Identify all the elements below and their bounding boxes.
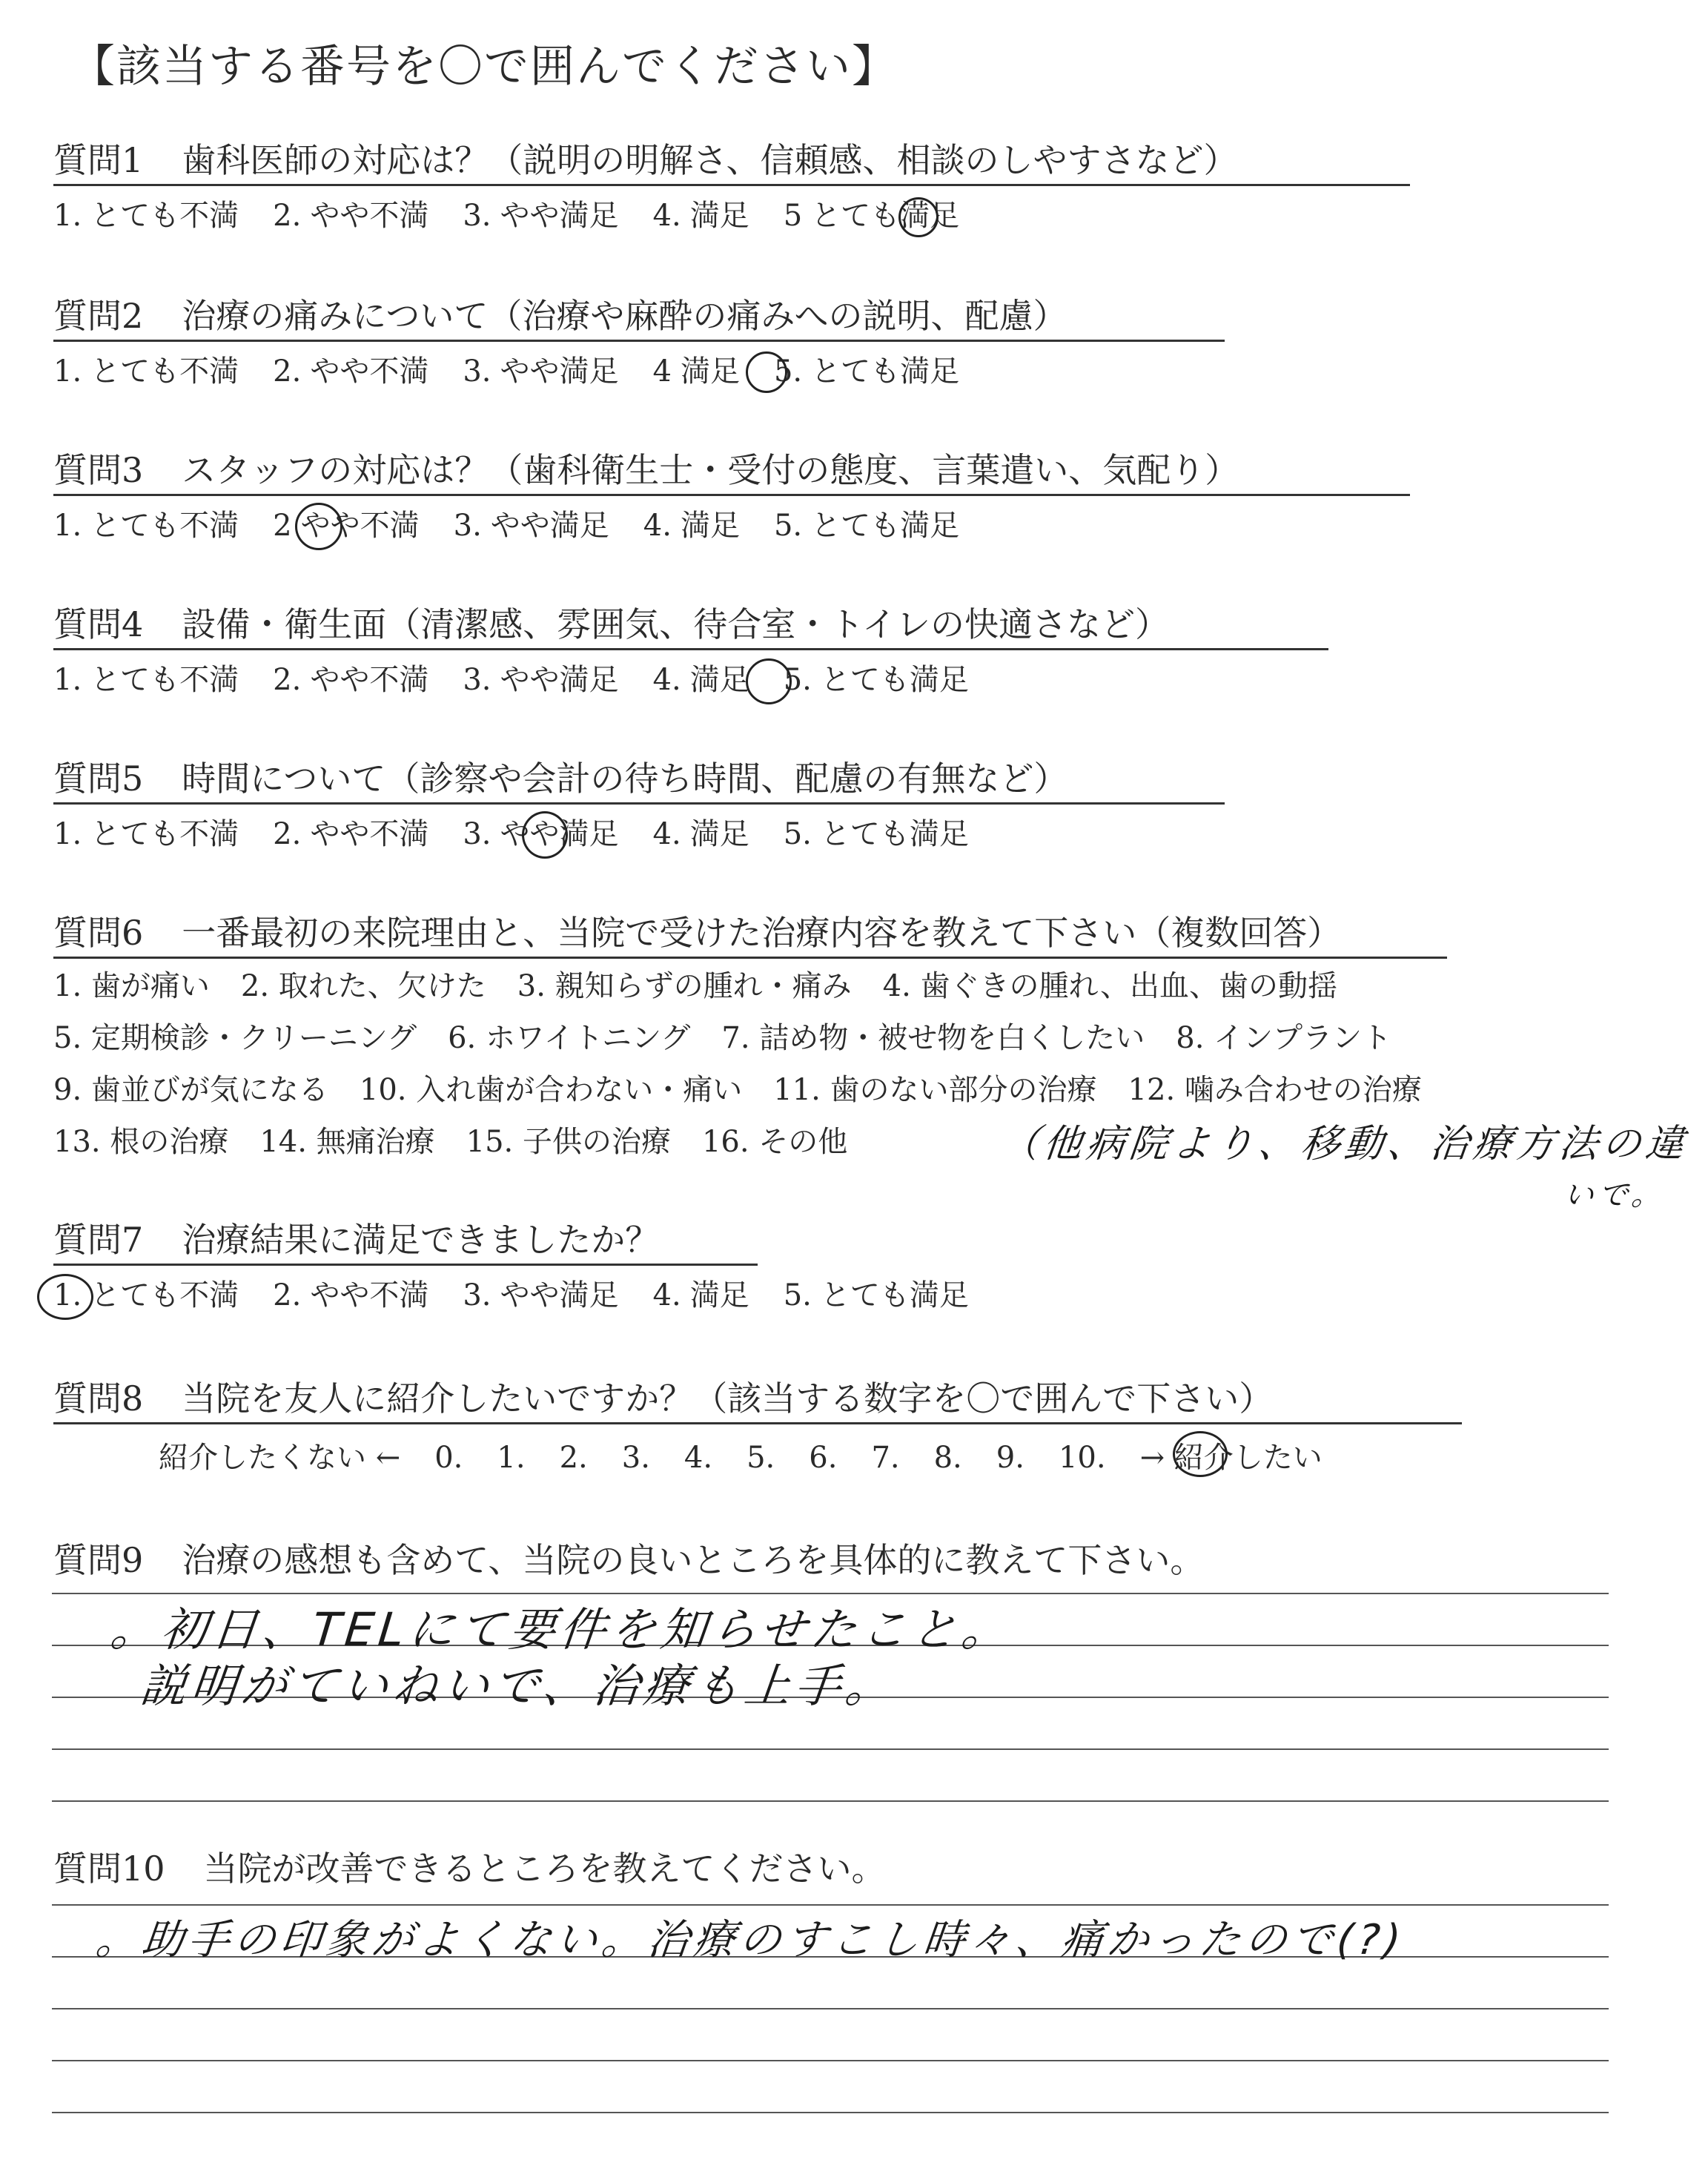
scale-left-label: 紹介したくない ← bbox=[159, 1441, 401, 1475]
scale-value[interactable]: 5. bbox=[747, 1441, 775, 1475]
reason-option[interactable]: 14. 無痛治療 bbox=[259, 1125, 435, 1159]
scale-value[interactable]: 3. bbox=[621, 1441, 650, 1475]
answer-options-q2 bbox=[53, 353, 993, 390]
reason-option[interactable]: 12. 噛み合わせの治療 bbox=[1128, 1073, 1422, 1107]
question-5 bbox=[53, 758, 1068, 799]
selection-circle-icon bbox=[295, 503, 342, 550]
selection-circle-icon bbox=[522, 811, 568, 859]
selection-circle-icon bbox=[1173, 1431, 1228, 1477]
option-5[interactable]: 5. とても満足 bbox=[783, 1278, 969, 1312]
question-text: スタッフの対応は？（歯科衛生士・受付の態度、言葉遣い、気配り） bbox=[182, 450, 1239, 490]
selection-circle-icon bbox=[746, 658, 792, 704]
question-10 bbox=[53, 1848, 886, 1889]
option-1[interactable]: 1. とても不満 bbox=[53, 817, 239, 851]
question-number: 質問3 bbox=[53, 450, 144, 490]
option-5[interactable]: 5. とても満足 bbox=[773, 509, 960, 543]
option-1[interactable]: 1. とても不満 bbox=[53, 663, 239, 697]
scale-value[interactable]: 2. bbox=[559, 1441, 588, 1475]
scale-value[interactable]: 0. bbox=[434, 1441, 463, 1475]
question-text: 当院が改善できるところを教えてください。 bbox=[203, 1849, 886, 1889]
question-8 bbox=[53, 1378, 1273, 1419]
divider bbox=[53, 802, 1225, 805]
question-text: 治療の感想も含めて、当院の良いところを具体的に教えて下さい。 bbox=[182, 1540, 1205, 1580]
reason-option[interactable]: 16. その他 bbox=[701, 1125, 848, 1159]
selection-circle-icon bbox=[898, 197, 939, 237]
option-2[interactable]: 2. やや不満 bbox=[273, 663, 429, 697]
question-text: 設備・衛生面（清潔感、雰囲気、待合室・トイレの快適さなど） bbox=[182, 604, 1169, 644]
option-3[interactable]: 3. やや満足 bbox=[463, 354, 619, 389]
answer-line bbox=[52, 2008, 1609, 2009]
selection-circle-icon bbox=[746, 351, 787, 393]
reason-option[interactable]: 2. 取れた、欠けた bbox=[240, 969, 486, 1003]
reason-option[interactable]: 7. 詰め物・被せ物を白くしたい bbox=[721, 1021, 1145, 1055]
scale-value[interactable]: 9. bbox=[996, 1441, 1025, 1475]
selection-circle-icon bbox=[37, 1274, 93, 1320]
reason-option[interactable]: 1. 歯が痛い bbox=[53, 969, 210, 1003]
answer-options-q3 bbox=[53, 507, 993, 544]
option-3[interactable]: 3. やや満足 bbox=[463, 663, 619, 697]
divider bbox=[53, 957, 1447, 959]
question-number: 質問7 bbox=[53, 1220, 144, 1260]
option-4[interactable]: 4. 満足 bbox=[643, 509, 740, 543]
reason-option[interactable]: 13. 根の治療 bbox=[53, 1125, 229, 1159]
divider bbox=[53, 494, 1410, 496]
option-2-selected[interactable]: 2 やや不満 bbox=[273, 509, 420, 543]
option-2[interactable]: 2. やや不満 bbox=[273, 817, 429, 851]
reason-option[interactable]: 6. ホワイトニング bbox=[448, 1021, 691, 1055]
reason-row-3 bbox=[53, 1071, 1453, 1109]
option-3-selected[interactable]: 3. やや満足 bbox=[463, 817, 619, 851]
scale-value[interactable]: 1. bbox=[497, 1441, 526, 1475]
option-4[interactable]: 4. 満足 bbox=[652, 1278, 749, 1312]
answer-options-q1 bbox=[53, 197, 993, 234]
answer-line bbox=[52, 1800, 1609, 1802]
question-3 bbox=[53, 449, 1239, 491]
option-4[interactable]: 4. 満足 bbox=[652, 199, 749, 233]
option-1[interactable]: 1. とても不満 bbox=[53, 354, 239, 389]
reason-row-1 bbox=[53, 967, 1368, 1005]
question-number: 質問8 bbox=[53, 1378, 144, 1418]
reason-row-2 bbox=[53, 1019, 1423, 1057]
option-3[interactable]: 3. やや満足 bbox=[453, 509, 609, 543]
handwritten-answer-line-2: 説明がていねいで、治療も上手。 bbox=[137, 1659, 899, 1713]
question-1 bbox=[53, 139, 1237, 181]
page-title: 【該当する番号を〇で囲んでください】 bbox=[70, 41, 898, 93]
option-3[interactable]: 3. やや満足 bbox=[463, 1278, 619, 1312]
answer-options-q7 bbox=[53, 1277, 1003, 1314]
option-1-selected[interactable]: 1. とても不満 bbox=[53, 1278, 239, 1312]
question-text: 治療結果に満足できましたか？ bbox=[182, 1220, 660, 1260]
question-number: 質問2 bbox=[53, 296, 144, 336]
option-1[interactable]: 1. とても不満 bbox=[53, 199, 239, 233]
reason-option[interactable]: 8. インプラント bbox=[1176, 1021, 1392, 1055]
question-6 bbox=[53, 912, 1341, 954]
scale-right-label: → 紹介したい bbox=[1139, 1441, 1323, 1475]
divider bbox=[53, 1422, 1462, 1424]
answer-line bbox=[52, 1748, 1609, 1750]
option-2[interactable]: 2. やや不満 bbox=[273, 1278, 429, 1312]
scale-value[interactable]: 4. bbox=[683, 1441, 713, 1475]
divider bbox=[53, 648, 1328, 650]
option-5-selected[interactable]: 5 とても満足 bbox=[783, 199, 960, 233]
question-9 bbox=[53, 1539, 1204, 1581]
question-2 bbox=[53, 295, 1067, 337]
question-text: 一番最初の来院理由と、当院で受けた治療内容を教えて下さい（複数回答） bbox=[182, 913, 1342, 953]
answer-options-q4 bbox=[53, 661, 1003, 698]
question-7 bbox=[53, 1219, 659, 1261]
reason-option[interactable]: 10. 入れ歯が合わない・痛い bbox=[359, 1073, 743, 1107]
answer-line bbox=[52, 2060, 1609, 2061]
question-text: 時間について（診察や会計の待ち時間、配慮の有無など） bbox=[182, 759, 1068, 799]
option-5[interactable]: 5. とても満足 bbox=[783, 663, 969, 697]
answer-line bbox=[52, 1904, 1609, 1906]
scale-value[interactable]: 8. bbox=[933, 1441, 962, 1475]
question-number: 質問1 bbox=[53, 140, 144, 180]
option-4-selected[interactable]: 4. 満足 bbox=[652, 663, 749, 697]
reason-option[interactable]: 5. 定期検診・クリーニング bbox=[53, 1021, 417, 1055]
reason-option[interactable]: 3. 親知らずの腫れ・痛み bbox=[517, 969, 852, 1003]
scale-value[interactable]: 6. bbox=[809, 1441, 838, 1475]
scale-value[interactable]: 7. bbox=[871, 1441, 900, 1475]
option-2[interactable]: 2. やや不満 bbox=[273, 354, 429, 389]
handwritten-answer-line-1: 。初日、TELにて要件を知らせたこと。 bbox=[107, 1602, 1016, 1657]
option-1[interactable]: 1. とても不満 bbox=[53, 509, 239, 543]
question-number: 質問4 bbox=[53, 604, 144, 644]
option-4[interactable]: 4. 満足 bbox=[652, 817, 749, 851]
question-number: 質問10 bbox=[53, 1849, 165, 1889]
option-4-selected[interactable]: 4 満足 bbox=[652, 354, 740, 389]
divider bbox=[53, 340, 1225, 342]
question-number: 質問6 bbox=[53, 913, 144, 953]
question-4 bbox=[53, 604, 1169, 645]
option-3[interactable]: 3. やや満足 bbox=[463, 199, 619, 233]
option-5[interactable]: 5. とても満足 bbox=[783, 817, 969, 851]
scale-value-selected[interactable]: 10. bbox=[1058, 1441, 1106, 1475]
reason-row-4 bbox=[53, 1123, 878, 1161]
handwritten-other-note-continued: いで。 bbox=[1562, 1178, 1668, 1212]
divider bbox=[53, 1264, 758, 1266]
question-number: 質問5 bbox=[53, 759, 144, 799]
reason-option[interactable]: 15. 子供の治療 bbox=[466, 1125, 671, 1159]
divider bbox=[53, 184, 1410, 186]
answer-line bbox=[52, 2112, 1609, 2113]
question-number: 質問9 bbox=[53, 1540, 144, 1580]
reason-option[interactable]: 11. 歯のない部分の治療 bbox=[773, 1073, 1097, 1107]
option-2[interactable]: 2. やや不満 bbox=[273, 199, 429, 233]
handwritten-answer-line-1: 。助手の印象がよくない。治療のすこし時々、痛かったので(?) bbox=[93, 1916, 1408, 1964]
reason-option[interactable]: 4. 歯ぐきの腫れ、出血、歯の動揺 bbox=[882, 969, 1337, 1003]
reason-option[interactable]: 9. 歯並びが気になる bbox=[53, 1073, 328, 1107]
question-text: 歯科医師の対応は？（説明の明解さ、信頼感、相談のしやすさなど） bbox=[182, 140, 1238, 180]
handwritten-other-note: （他病院より、移動、治療方法の違 bbox=[998, 1122, 1691, 1166]
question-text: 当院を友人に紹介したいですか？（該当する数字を〇で囲んで下さい） bbox=[182, 1378, 1274, 1418]
option-5[interactable]: 5. とても満足 bbox=[773, 354, 960, 389]
question-text: 治療の痛みについて（治療や麻酔の痛みへの説明、配慮） bbox=[182, 296, 1068, 336]
